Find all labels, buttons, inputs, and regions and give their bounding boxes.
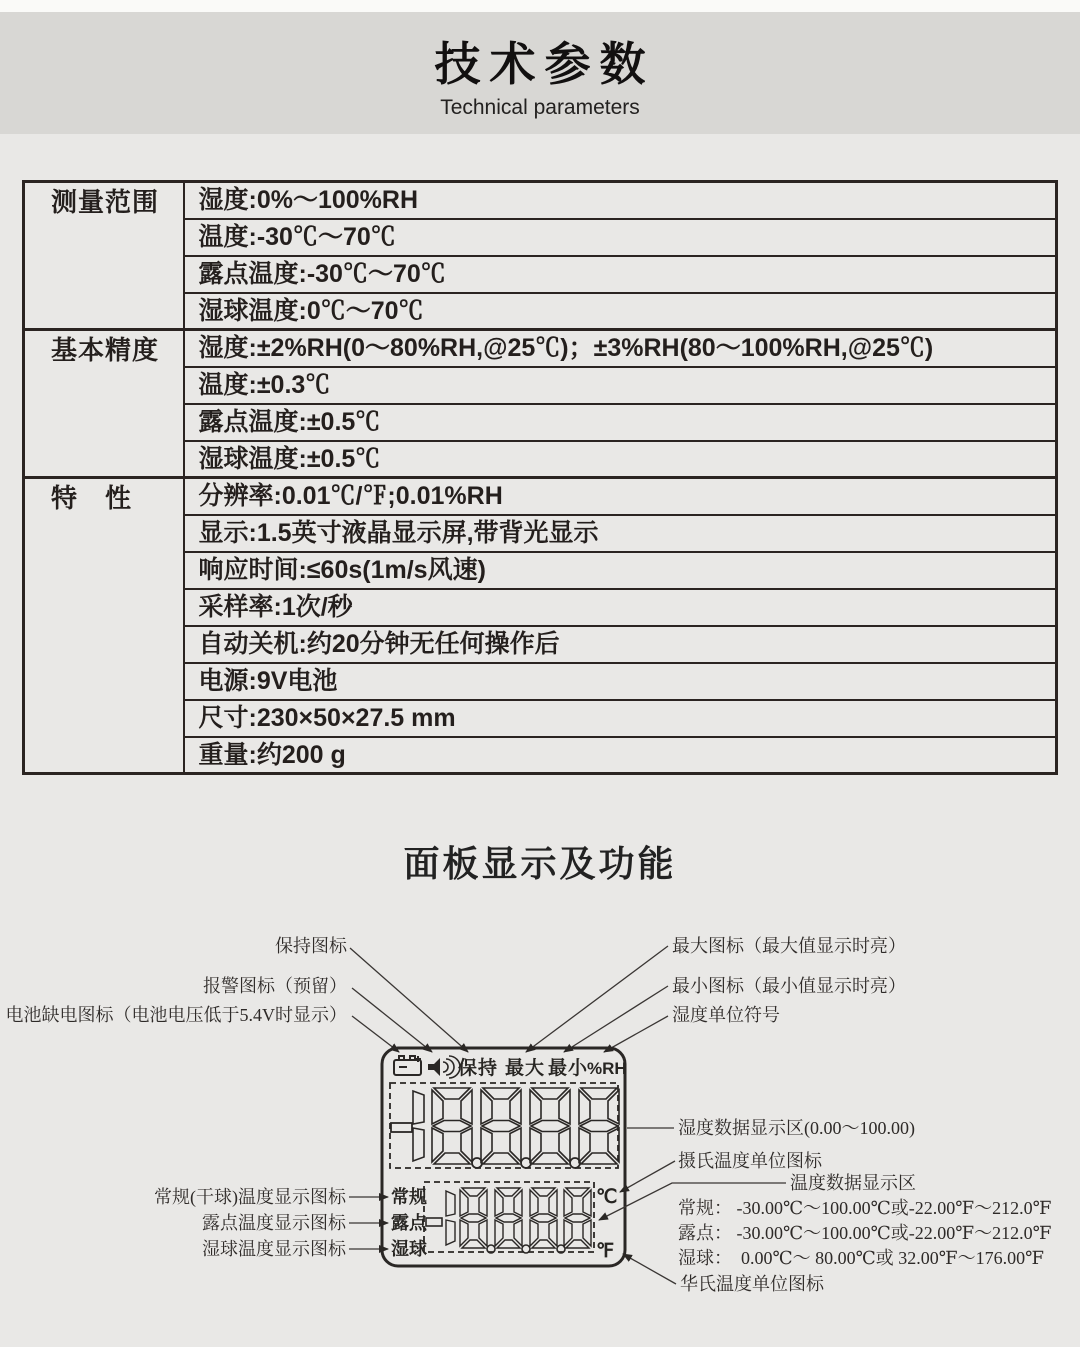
spec-table	[22, 180, 1058, 775]
spec-value: 湿球温度:0℃～70℃	[184, 293, 1057, 330]
section-title: 面板显示及功能	[403, 843, 677, 884]
callout-celsius: 摄氏温度单位图标	[678, 1151, 822, 1171]
lcd-rh-unit: %RH	[587, 1059, 627, 1078]
spec-value: 露点温度:±0.5℃	[184, 404, 1057, 441]
spec-value: 湿球温度:±0.5℃	[184, 441, 1057, 478]
callout-max: 最大图标（最大值显示时亮）	[672, 936, 906, 956]
callout-line-rh	[604, 1016, 668, 1052]
callout-line-min	[564, 986, 668, 1052]
spec-value: 自动关机:约20分钟无任何操作后	[184, 626, 1057, 663]
callout-line-fahrenheit	[623, 1254, 676, 1284]
callout-range-dew: 露点： -30.00℃～100.00℃或-22.00℉～212.0℉	[678, 1223, 1052, 1243]
lcd-fahrenheit-unit: ℉	[596, 1241, 615, 1262]
decimal-point	[522, 1245, 530, 1253]
table-row	[24, 478, 1057, 515]
table-row	[24, 330, 1057, 367]
callout-dew-icon: 露点温度显示图标	[202, 1213, 346, 1233]
callout-alarm: 报警图标（预留）	[203, 976, 347, 996]
spec-group-label: 特 性	[24, 478, 184, 774]
callout-rh-unit: 湿度单位符号	[672, 1005, 780, 1025]
callout-wet-icon: 湿球温度显示图标	[202, 1239, 346, 1259]
callout-battery: 电池缺电图标（电池电压低于5.4V时显示）	[5, 1005, 347, 1025]
spec-value: 分辨率:0.01℃/℉;0.01%RH	[184, 478, 1057, 515]
header-band	[0, 12, 1080, 134]
spec-value: 温度:-30℃～70℃	[184, 219, 1057, 256]
table-row	[24, 182, 1057, 219]
temperature-digits	[446, 1188, 591, 1248]
callout-normal-icon: 常规(干球)温度显示图标	[154, 1187, 346, 1207]
lcd-normal-label: 常规	[391, 1187, 427, 1207]
callout-humidity-area: 湿度数据显示区(0.00～100.00)	[678, 1118, 915, 1138]
panel-diagram	[0, 900, 1080, 1347]
humidity-minus-segment	[391, 1123, 412, 1132]
callout-fahrenheit: 华氏温度单位图标	[680, 1274, 824, 1294]
callout-line-celsius	[620, 1161, 675, 1192]
lcd-celsius-unit: ℃	[596, 1187, 618, 1208]
callout-range-wet: 湿球： 0.00℃～ 80.00℃或 32.00℉～176.00℉	[678, 1248, 1044, 1268]
callout-line-battery	[352, 1016, 399, 1052]
battery-icon	[394, 1056, 421, 1075]
spec-value: 响应时间:≤60s(1m/s风速)	[184, 552, 1057, 589]
spec-value: 尺寸:230×50×27.5 mm	[184, 700, 1057, 737]
spec-value: 露点温度:-30℃～70℃	[184, 256, 1057, 293]
spec-value: 电源:9V电池	[184, 663, 1057, 700]
spec-value: 采样率:1次/秒	[184, 589, 1057, 626]
lcd-hold-label: 保持	[458, 1058, 499, 1079]
top-strip	[0, 0, 1080, 12]
spec-value: 温度:±0.3℃	[184, 367, 1057, 404]
speaker-icon	[428, 1056, 460, 1078]
lcd-min-label: 最小	[548, 1058, 589, 1079]
callout-hold: 保持图标	[275, 936, 347, 956]
lcd-dew-label: 露点	[391, 1213, 427, 1233]
lcd-max-label: 最大	[505, 1058, 546, 1079]
callout-range-normal: 常规： -30.00℃～100.00℃或-22.00℉～212.0℉	[678, 1198, 1052, 1218]
callout-temp-area: 温度数据显示区	[790, 1173, 916, 1193]
spec-value: 湿度:±2%RH(0～80%RH,@25℃)；±3%RH(80～100%RH,@25℃)	[184, 330, 1057, 367]
spec-value: 显示:1.5英寸液晶显示屏,带背光显示	[184, 515, 1057, 552]
spec-value: 湿度:0%～100%RH	[184, 182, 1057, 219]
temperature-minus-segment	[426, 1218, 442, 1226]
spec-value: 重量:约200 g	[184, 737, 1057, 774]
callout-line-alarm	[352, 988, 432, 1052]
spec-group-label: 测量范围	[24, 182, 184, 330]
spec-group-label: 基本精度	[24, 330, 184, 478]
page-title: 技术参数	[434, 38, 655, 90]
page-subtitle: Technical parameters	[440, 96, 640, 119]
callout-min: 最小图标（最小值显示时亮）	[672, 976, 906, 996]
lcd-wet-label: 湿球	[391, 1239, 427, 1259]
humidity-digits	[413, 1088, 619, 1164]
